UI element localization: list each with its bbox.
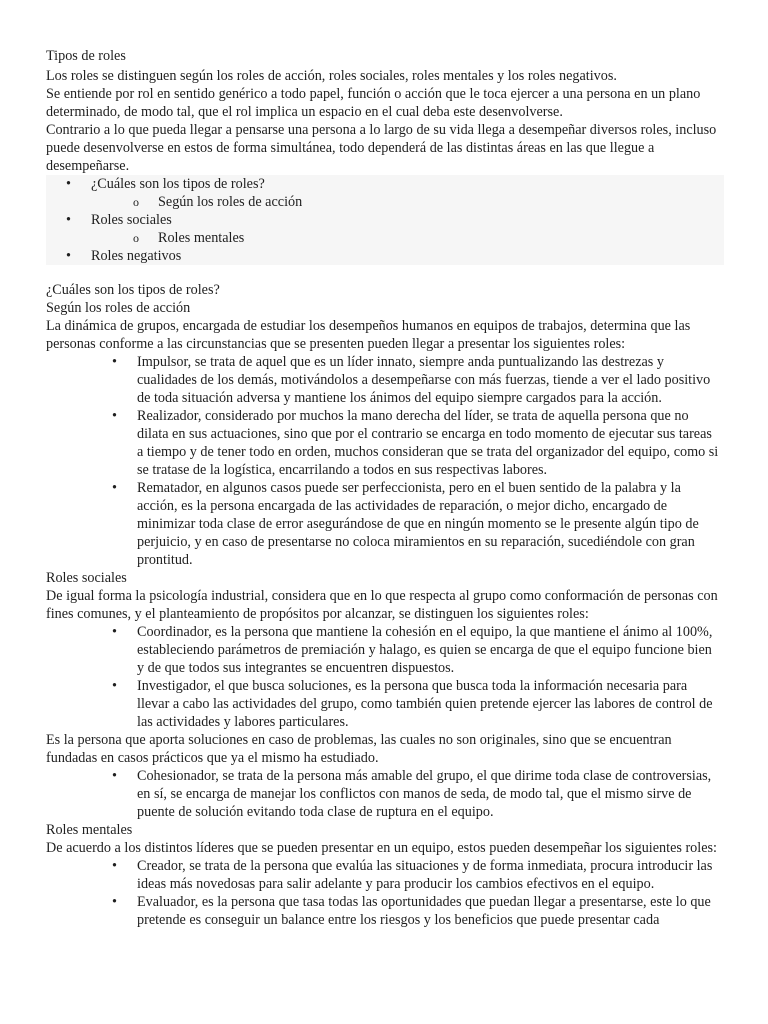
toc-subitem[interactable]: o Según los roles de acción: [46, 193, 724, 211]
list-item: • Realizador, considerado por muchos la mano derecha del líder, se trata de aquella persona que no dilata en sus actuaciones, sino que por el contrario se encarga en todo momento de ejecutar sus tareas a tiempo y de tener todo en orden, muchos consideran que se trata del organizador del equipo, como si se tratase de la logística, encarrilando a todos en sus respectivas labores.: [46, 407, 722, 479]
intro-paragraph: Los roles se distinguen según los roles de acción, roles sociales, roles mentales y los roles negativos.: [46, 68, 617, 84]
section-paragraph: Es la persona que aporta soluciones en caso de problemas, las cuales no son originales, sino que se encuentran fundadas en casos prácticos que ya el mismo ha estudiado.: [46, 732, 672, 766]
toc-item[interactable]: • Roles negativos: [46, 247, 724, 265]
list-item: • Impulsor, se trata de aquel que es un líder innato, siempre anda puntualizando las destrezas y cualidades de los demás, motivándolos a desempeñarse con más fuerzas, tiende a ver el lado positivo de toda situación adversa y mantiene los ánimos del equipo siempre cargados para la acción.: [46, 353, 722, 407]
table-of-contents: [46, 175, 724, 265]
document-page: [46, 47, 722, 929]
list-item: • Evaluador, es la persona que tasa todas las oportunidades que puedan llegar a presentarse, este lo que pretende es conseguir un balance entre los riesgos y los beneficios que puede presentar cada: [46, 893, 722, 929]
list-item: • Coordinador, es la persona que mantiene la cohesión en el equipo, la que mantiene el ánimo al 100%, estableciendo parámetros de premiación y halago, es quien se encarga de que el equipo funcione bien y de que todos sus integrantes se encuentren dispuestos.: [46, 623, 722, 677]
accion-roles-list: [46, 353, 722, 569]
toc-item[interactable]: • Roles sociales: [46, 211, 724, 229]
toc-subitem[interactable]: o Roles mentales: [46, 229, 724, 247]
section-heading: ¿Cuáles son los tipos de roles?: [46, 282, 220, 298]
list-item: • Investigador, el que busca soluciones, es la persona que busca toda la información necesaria para llevar a cabo las actividades del grupo, como también quien pretende ejercer las labores de control de las actividades y labores particulares.: [46, 677, 722, 731]
toc-item[interactable]: • ¿Cuáles son los tipos de roles?: [46, 175, 724, 193]
section-heading: Según los roles de acción: [46, 300, 191, 316]
section-paragraph: De acuerdo a los distintos líderes que se pueden presentar en un equipo, estos pueden desempeñar los siguientes roles:: [46, 840, 717, 856]
spacer: [46, 265, 722, 281]
list-item: • Creador, se trata de la persona que evalúa las situaciones y de forma inmediata, procura introducir las ideas más novedosas para salir adelante y para producir los cambios efectivos en el equipo.: [46, 857, 722, 893]
section-paragraph: De igual forma la psicología industrial, considera que en lo que respecta al grupo como conformación de personas con fines comunes, y el planteamiento de propósitos por alcanzar, se distinguen los siguientes roles:: [46, 588, 718, 622]
intro-paragraph: Contrario a lo que pueda llegar a pensarse una persona a lo largo de su vida llega a desempeñar diversos roles, incluso puede desenvolverse en estos de forma simultánea, todo dependerá de las distintas áreas en las que llegue a desempeñarse.: [46, 122, 717, 174]
sociales-roles-list: [46, 623, 722, 731]
list-item: • Rematador, en algunos casos puede ser perfeccionista, pero en el buen sentido de la palabra y la acción, es la persona encargada de las actividades de reparación, o mejor dicho, encargado de minimizar toda clase de error asegurándose de que en ningún momento se le presente algún tipo de perjuicio, y en caso de presentarse no coloca miramientos en su reparación, sucediéndole con gran prontitud.: [46, 479, 722, 569]
document-title: Tipos de roles: [46, 48, 126, 64]
section-heading: Roles sociales: [46, 570, 127, 586]
sociales-roles-list-2: [46, 767, 722, 821]
section-paragraph: La dinámica de grupos, encargada de estudiar los desempeños humanos en equipos de trabajos, determina que las personas conforme a las circunstancias que se presenten pueden llegar a presentar los siguientes roles:: [46, 318, 691, 352]
section-heading: Roles mentales: [46, 822, 133, 838]
list-item: • Cohesionador, se trata de la persona más amable del grupo, el que dirime toda clase de controversias, en sí, se encarga de manejar los conflictos con manos de seda, de modo tal, que el mismo sirve de puente de solución evitando toda clase de ruptura en el equipo.: [46, 767, 722, 821]
mentales-roles-list: [46, 857, 722, 929]
intro-paragraph: Se entiende por rol en sentido genérico a todo papel, función o acción que le toca ejercer a una persona en un plano determinado, de modo tal, que el rol implica un espacio en el cual deba este desenvolverse.: [46, 86, 701, 120]
